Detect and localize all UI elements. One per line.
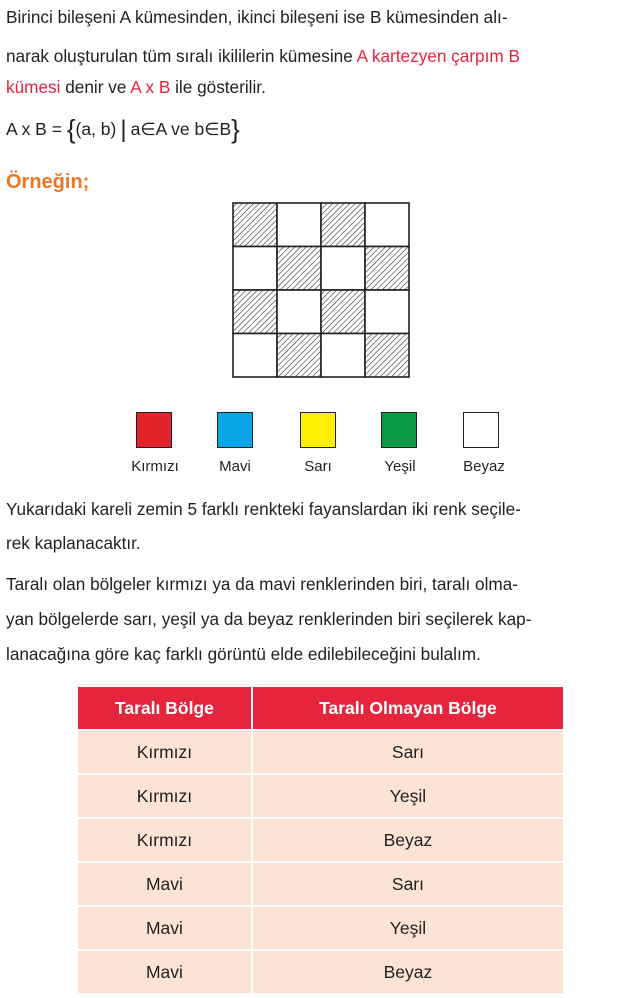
- table-row: [78, 906, 563, 950]
- swatch-yellow: [300, 412, 336, 448]
- color-swatches: [0, 412, 641, 482]
- swatch-label-red: Kırmızı: [131, 458, 179, 475]
- shaded-tile: [233, 203, 277, 247]
- swatch-white: [463, 412, 499, 448]
- table-row: [78, 950, 563, 993]
- shaded-tile: [277, 334, 321, 378]
- example-title: Örneğin;: [6, 171, 90, 193]
- table-cell: Sarı: [252, 862, 563, 906]
- plain-tile: [233, 334, 277, 378]
- swatch-red: [136, 412, 172, 448]
- shaded-tile: [321, 290, 365, 334]
- shaded-tile: [233, 290, 277, 334]
- question-line-3-text: lanacağına göre kaç farklı görüntü elde edilebileceğini bulalım.: [6, 644, 481, 664]
- swatch-label-green: Yeşil: [384, 458, 416, 475]
- table-cell: Sarı: [252, 730, 563, 774]
- problem-line-1-text: Yukarıdaki kareli zemin 5 farklı renkteki fayanslardan iki renk seçile-: [6, 499, 521, 519]
- table-cell: Kırmızı: [78, 818, 252, 862]
- header-shaded-region: Taralı Bölge: [78, 687, 252, 730]
- table-cell: Mavi: [78, 950, 252, 993]
- table-row: [78, 862, 563, 906]
- intro-line-3: [6, 72, 634, 103]
- table-cell: Kırmızı: [78, 730, 252, 774]
- table-row: [78, 818, 563, 862]
- formula-lhs: A x B =: [6, 119, 67, 139]
- tile-grid-svg: [232, 202, 410, 378]
- problem-line-1: [6, 494, 634, 525]
- intro-line-3-mid: denir ve: [60, 77, 131, 97]
- swatch-label-blue: Mavi: [219, 458, 251, 475]
- swatch-blue: [217, 412, 253, 448]
- question-line-2-text: yan bölgelerde sarı, yeşil ya da beyaz renklerinden biri seçilerek kap-: [6, 609, 532, 629]
- formula-open-brace: {: [66, 114, 76, 144]
- plain-tile: [321, 334, 365, 378]
- plain-tile: [233, 247, 277, 291]
- table-cell: Beyaz: [252, 950, 563, 993]
- header-unshaded-region: Taralı Olmayan Bölge: [252, 687, 563, 730]
- plain-tile: [365, 203, 409, 247]
- table-header-row: [78, 687, 563, 730]
- shaded-tile: [365, 334, 409, 378]
- table-cell: Yeşil: [252, 906, 563, 950]
- intro-line-1: [6, 2, 634, 33]
- formula-close-brace: }: [231, 114, 240, 144]
- intro-line-1-text: Birinci bileşeni A kümesinden, ikinci bileşeni ise B kümesinden alı-: [6, 7, 508, 27]
- question-line-1-text: Taralı olan bölgeler kırmızı ya da mavi renklerinden biri, taralı olma-: [6, 574, 519, 594]
- combinations-table: [78, 687, 563, 993]
- table-cell: Mavi: [78, 906, 252, 950]
- plain-tile: [277, 203, 321, 247]
- cartesian-term: A kartezyen çarpım B: [356, 46, 520, 66]
- question-line-3: [6, 639, 634, 670]
- problem-line-2-text: rek kaplanacaktır.: [6, 533, 141, 553]
- shaded-tile: [277, 247, 321, 291]
- question-line-2: [6, 604, 634, 635]
- table-cell: Kırmızı: [78, 774, 252, 818]
- problem-line-2: [6, 528, 634, 559]
- formula-bar: |: [120, 116, 127, 143]
- table-cell: Mavi: [78, 862, 252, 906]
- shaded-tile: [365, 247, 409, 291]
- plain-tile: [321, 247, 365, 291]
- cartesian-term-cont: kümesi: [6, 77, 61, 97]
- formula-condition: a∈A ve b∈B: [130, 119, 232, 139]
- table-row: [78, 730, 563, 774]
- swatch-label-yellow: Sarı: [304, 458, 332, 475]
- table-cell: Beyaz: [252, 818, 563, 862]
- question-line-1: [6, 569, 634, 600]
- plain-tile: [365, 290, 409, 334]
- shaded-tile: [321, 203, 365, 247]
- cartesian-notation: A x B: [130, 77, 171, 97]
- table-row: [78, 774, 563, 818]
- tile-grid: [232, 202, 410, 378]
- swatch-green: [381, 412, 417, 448]
- table-cell: Yeşil: [252, 774, 563, 818]
- intro-line-3-after: ile gösterilir.: [170, 77, 266, 97]
- formula-pair: (a, b): [75, 119, 117, 139]
- intro-line-2: [6, 41, 634, 72]
- cartesian-formula: [6, 114, 240, 145]
- swatch-label-white: Beyaz: [463, 458, 505, 475]
- plain-tile: [277, 290, 321, 334]
- intro-line-2-text: narak oluşturulan tüm sıralı ikililerin kümesine: [6, 46, 357, 66]
